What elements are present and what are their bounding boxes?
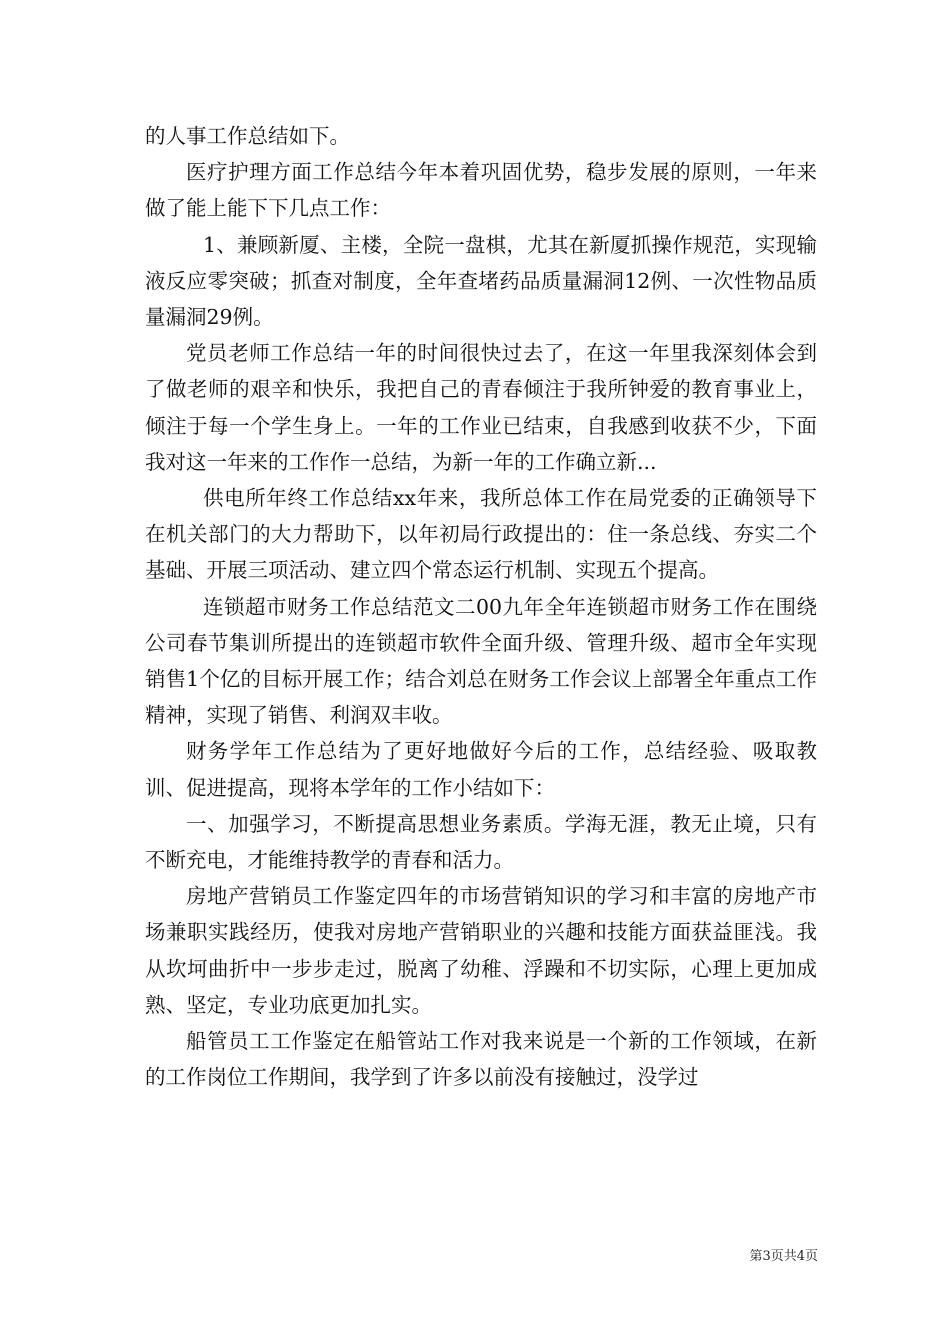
paragraph-continuation: 的人事工作总结如下。 bbox=[145, 124, 350, 148]
paragraph-ship-management: 船管员工工作鉴定在船管站工作对我来说是一个新的工作领域，在新的工作岗位工作期间，我学到了许多以前没有接触过，没学过 bbox=[145, 1029, 817, 1090]
paragraph-medical-item-1: 1、兼顾新厦、主楼，全院一盘棋，尤其在新厦抓操作规范，实现输液反应零突破；抓查对制度，全年查堵药品质量漏洞12例、一次性物品质量漏洞29例。 bbox=[145, 232, 817, 330]
paragraph-medical-nursing: 医疗护理方面工作总结今年本着巩固优势，稳步发展的原则，一年来做了能上能下下几点工作： bbox=[145, 160, 817, 221]
paragraph-strengthen-learning: 一、加强学习，不断提高思想业务素质。学海无涯，教无止境，只有不断充电，才能维持教学的青春和活力。 bbox=[145, 811, 817, 873]
paragraph-power-supply: 供电所年终工作总结xx年来，我所总体工作在局党委的正确领导下在机关部门的大力帮助下，以年初局行政提出的：住一条总线、夯实二个基础、开展三项活动、建立四个常态运行机制、实现五个提高。 bbox=[145, 486, 817, 583]
document-body bbox=[145, 118, 817, 1095]
paragraph-real-estate-sales: 房地产营销员工作鉴定四年的市场营销知识的学习和丰富的房地产市场兼职实践经历，使我对房地产营销职业的兴趣和技能方面获益匪浅。我从坎坷曲折中一步步走过，脱离了幼稚、浮躁和不切实际，心理上更加成熟、坚定，专业功底更加扎实。 bbox=[145, 884, 817, 1017]
paragraph-supermarket-finance: 连锁超市财务工作总结范文二00九年全年连锁超市财务工作在围绕公司春节集训所提出的连锁超市软件全面升级、管理升级、超市全年实现销售1个亿的目标开展工作；结合刘总在财务工作会议上部署全年重点工作精神，实现了销售、利润双丰收。 bbox=[145, 594, 817, 728]
paragraph-party-teacher: 党员老师工作总结一年的时间很快过去了，在这一年里我深刻体会到了做老师的艰辛和快乐，我把自己的青春倾注于我所钟爱的教育事业上，倾注于每一个学生身上。一年的工作业已结束，自我感到收获不少，下面我对这一年来的工作作一总结，为新一年的工作确立新... bbox=[145, 341, 817, 474]
page-number-footer: 第3页共4页 bbox=[749, 1249, 818, 1264]
paragraph-finance-school-year: 财务学年工作总结为了更好地做好今后的工作，总结经验、吸取教训、促进提高，现将本学年的工作小结如下： bbox=[145, 739, 817, 800]
